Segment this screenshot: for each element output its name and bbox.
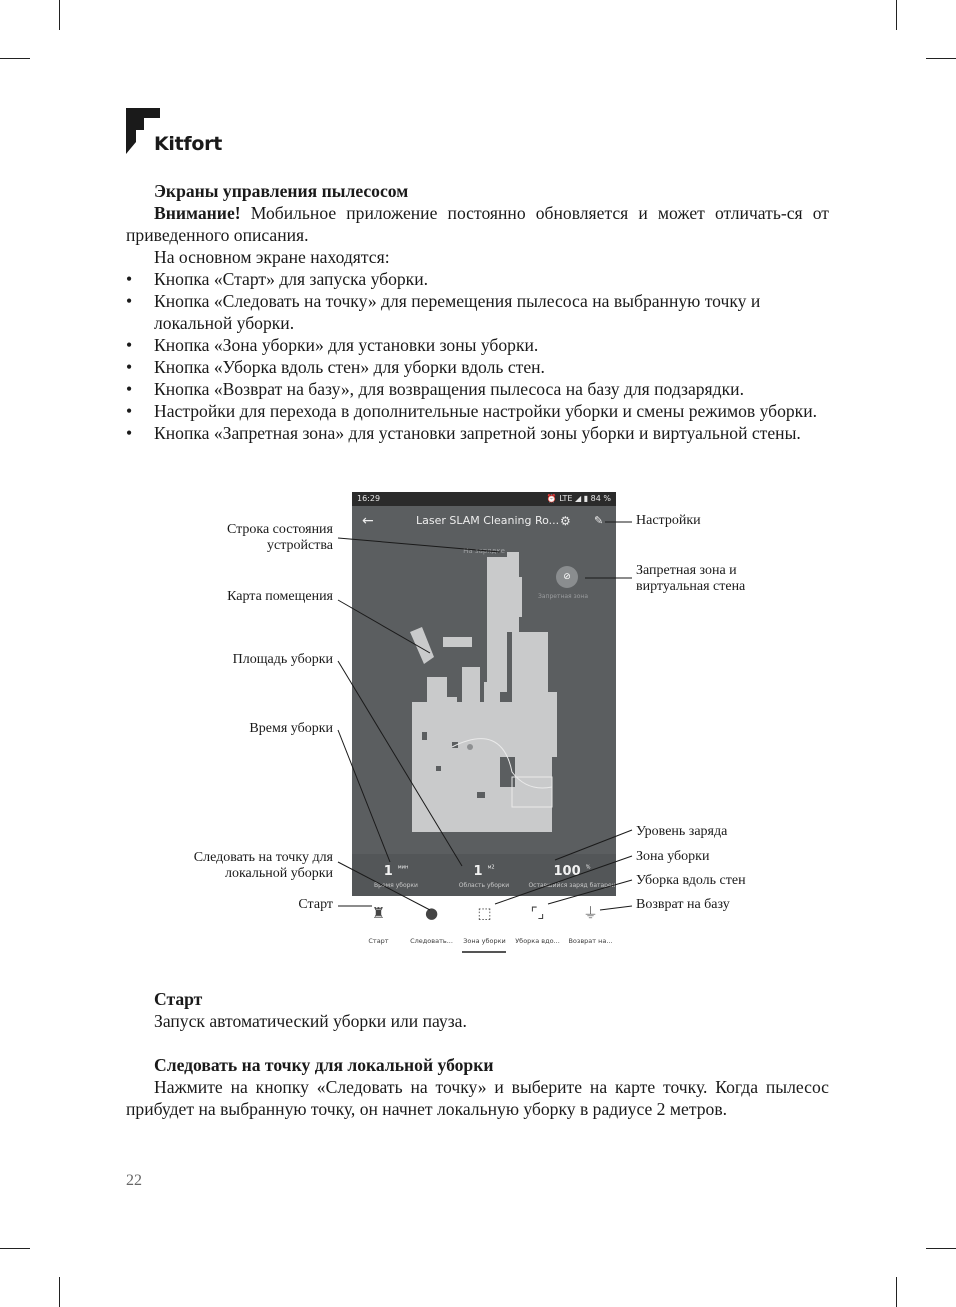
back-arrow-icon[interactable]: ← xyxy=(362,513,374,529)
brand-name: Kitfort xyxy=(154,133,222,155)
gear-icon[interactable]: ⚙ xyxy=(560,514,571,528)
return-base-button[interactable]: ⏚ Возврат на... xyxy=(564,902,616,945)
start-text: Запуск автоматический уборки или пауза. xyxy=(154,1011,467,1031)
start-heading: Старт xyxy=(154,989,203,1009)
stat-clean-area: 1 $^{м2}$ Область уборки xyxy=(458,864,510,889)
start-button[interactable]: ♜ Старт xyxy=(352,902,405,945)
attention-paragraph: Внимание! Мобильное приложение постоянно обновляется и может отличать-ся от приведенного описания. xyxy=(126,203,829,245)
app-title: Laser SLAM Cleaning Ro... xyxy=(416,514,560,527)
list-item: • Кнопка «Следовать на точку» для перемещения пылесоса на выбранную точку и локальной уборки. xyxy=(126,291,761,333)
stat-battery: 100 % Оставшийся заряд батареи xyxy=(528,864,616,889)
edit-icon[interactable]: ✎ xyxy=(594,514,604,527)
zone-clean-button[interactable]: ⬚ Зона уборки xyxy=(458,902,511,945)
callout-zone-clean: Зона уборки xyxy=(636,849,710,864)
section-title: Экраны управления пылесосом xyxy=(154,181,409,201)
zone-edit-icon: ⬚ xyxy=(477,904,492,922)
callout-wall-clean: Уборка вдоль стен xyxy=(636,873,746,888)
status-indicators: ⏰ LTE ◢ ▮ 84 % xyxy=(546,494,611,503)
callout-clean-area: Площадь уборки xyxy=(232,652,333,667)
list-item: • Кнопка «Зона уборки» для установки зоны уборки. xyxy=(126,335,539,355)
callout-follow-point: Следовать на точку для локальной уборки xyxy=(193,850,333,881)
list-item: • Кнопка «Возврат на базу», для возвращения пылесоса на базу для подзарядки. xyxy=(126,379,744,399)
start-section xyxy=(126,988,829,1032)
list-item: • Кнопка «Запретная зона» для установки запретной зоны уборки и виртуальной стены. xyxy=(126,423,801,443)
plug-icon: ⏚ xyxy=(582,904,598,922)
wall-frame-icon: ⌜⌟ xyxy=(530,904,545,922)
wall-clean-button[interactable]: ⌜⌟ Уборка вдо... xyxy=(511,902,564,945)
list-item: • Кнопка «Старт» для запуска уборки. xyxy=(126,269,429,289)
list-item: • Кнопка «Уборка вдоль стен» для уборки вдоль стен. xyxy=(126,357,545,377)
callout-room-map: Карта помещения xyxy=(227,589,333,604)
callout-settings: Настройки xyxy=(636,513,701,528)
device-status: На зарядке xyxy=(463,547,505,555)
callout-start: Старт xyxy=(298,897,333,912)
callout-return-base: Возврат на базу xyxy=(636,897,730,912)
callout-clean-time: Время уборки xyxy=(249,721,333,736)
page-number: 22 xyxy=(126,1172,142,1189)
location-pin-icon: ● xyxy=(424,904,439,922)
main-screen-text: На основном экране находятся: xyxy=(154,247,390,267)
follow-heading: Следовать на точку для локальной уборки xyxy=(154,1055,494,1075)
broom-icon: ♜ xyxy=(371,904,386,922)
follow-section xyxy=(126,1054,829,1120)
nogo-zone-label: Запретная зона xyxy=(538,593,589,600)
list-item: • Настройки для перехода в дополнительные настройки уборки и смены режимов уборки. xyxy=(126,401,818,421)
stat-clean-time: 1 $^{мин}$ Время уборки xyxy=(374,864,418,889)
follow-text: Нажмите на кнопку «Следовать на точку» и выберите на карте точку. Когда пылесос прибудет на выбранную точку, он начнет локальную уборку в радиусе 2 метров. xyxy=(126,1077,829,1119)
nogo-zone-button-icon[interactable]: ⊘ xyxy=(556,566,578,588)
callout-nogo-zone: Запретная зона и виртуальная стена xyxy=(636,563,746,594)
status-time: 16:29 xyxy=(357,494,381,503)
callout-battery-level: Уровень заряда xyxy=(636,824,728,839)
callout-status-line: Строка состояния устройства xyxy=(226,522,333,553)
follow-point-button[interactable]: ● Следовать... xyxy=(405,902,458,945)
